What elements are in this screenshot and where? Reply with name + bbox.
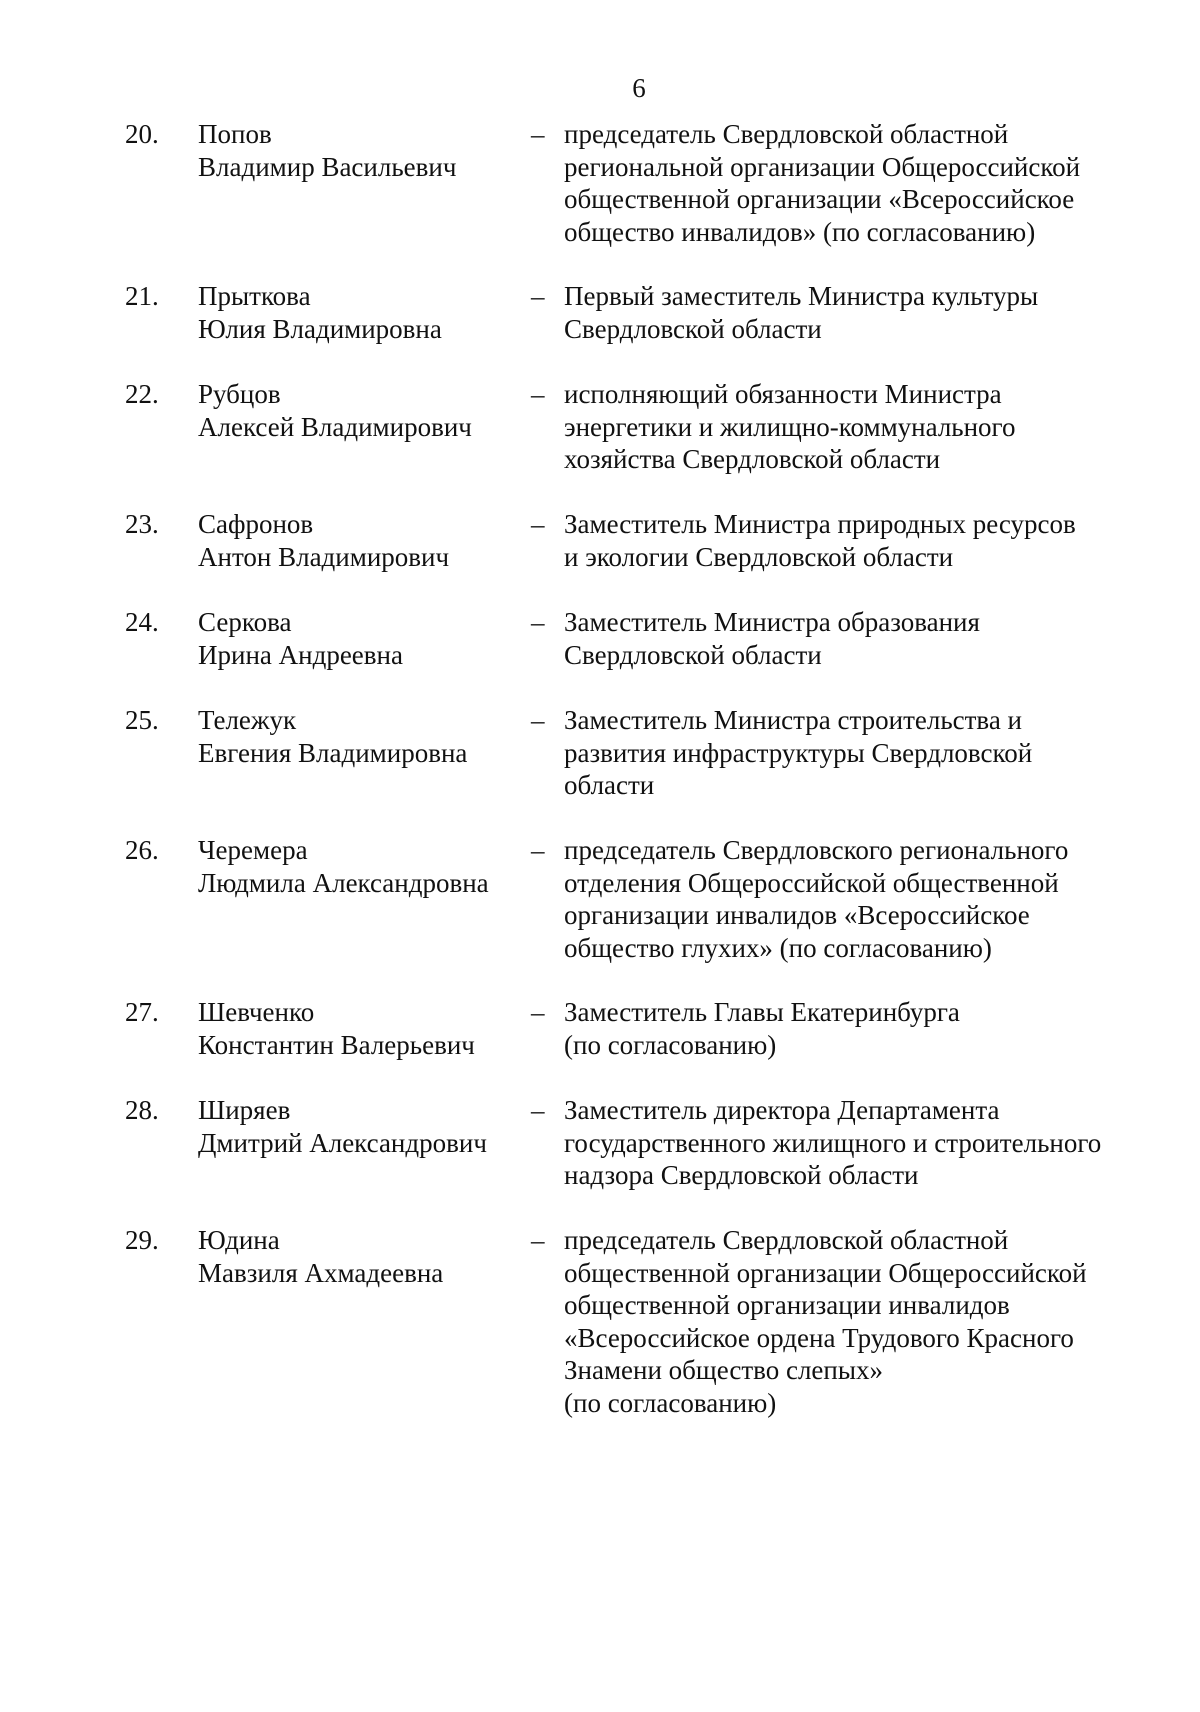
list-item [0, 834, 1200, 996]
surname: Тележук [198, 705, 297, 735]
entry-position: председатель Свердловской областной региональной организации Общероссийской общественной организации «Всероссийское общество инвалидов» (по согласованию) [564, 119, 1081, 247]
given-names: Алексей Владимирович [198, 411, 472, 442]
dash: – [531, 119, 545, 149]
member-list [0, 118, 1200, 1424]
surname: Черемера [198, 835, 308, 865]
entry-name [198, 1094, 487, 1159]
dash: – [531, 1095, 545, 1125]
entry-position: Заместитель Министра строительства и развития инфраструктуры Свердловской области [564, 705, 1033, 800]
list-item [0, 704, 1200, 834]
entry-number: 22. [125, 379, 159, 409]
entry-number: 26. [125, 835, 159, 865]
entry-name [198, 606, 403, 671]
entry-position: Заместитель Главы Екатеринбурга (по согласованию) [564, 997, 960, 1060]
entry-position: Заместитель директора Департамента государственного жилищного и строительного надзора Свердловской области [564, 1095, 1102, 1190]
list-item [0, 1224, 1200, 1424]
entry-name [198, 1224, 443, 1289]
dash: – [531, 835, 545, 865]
entry-name [198, 118, 456, 183]
entry-number: 21. [125, 281, 159, 311]
list-item [0, 508, 1200, 606]
given-names: Мавзиля Ахмадеевна [198, 1257, 444, 1288]
dash: – [531, 607, 545, 637]
entry-number: 23. [125, 509, 159, 539]
entry-position: Первый заместитель Министра культуры Свердловской области [564, 281, 1039, 344]
list-item [0, 606, 1200, 704]
entry-number: 29. [125, 1225, 159, 1255]
surname: Юдина [198, 1225, 280, 1255]
entry-position: председатель Свердловского регионального отделения Общероссийской общественной организации инвалидов «Всероссийское общество глухих» (по согласованию) [564, 835, 1069, 963]
given-names: Евгения Владимировна [198, 737, 468, 768]
dash: – [531, 281, 545, 311]
list-item [0, 996, 1200, 1094]
given-names: Дмитрий Александрович [198, 1127, 487, 1158]
entry-name [198, 834, 489, 899]
given-names: Владимир Васильевич [198, 151, 457, 182]
list-item [0, 118, 1200, 280]
given-names: Ирина Андреевна [198, 639, 403, 670]
entry-number: 25. [125, 705, 159, 735]
surname: Серкова [198, 607, 292, 637]
entry-number: 20. [125, 119, 159, 149]
given-names: Антон Владимирович [198, 541, 450, 572]
surname: Рубцов [198, 379, 281, 409]
entry-name [198, 508, 449, 573]
surname: Попов [198, 119, 272, 149]
given-names: Людмила Александровна [198, 867, 489, 898]
surname: Сафронов [198, 509, 314, 539]
dash: – [531, 997, 545, 1027]
list-item [0, 378, 1200, 508]
surname: Ширяев [198, 1095, 291, 1125]
entry-name [198, 704, 467, 769]
entry-name [198, 996, 475, 1061]
entry-number: 28. [125, 1095, 159, 1125]
dash: – [531, 1225, 545, 1255]
entry-name [198, 378, 472, 443]
surname: Шевченко [198, 997, 315, 1027]
dash: – [531, 509, 545, 539]
given-names: Константин Валерьевич [198, 1029, 475, 1060]
entry-name [198, 280, 442, 345]
dash: – [531, 705, 545, 735]
given-names: Юлия Владимировна [198, 313, 442, 344]
list-item [0, 1094, 1200, 1224]
entry-position: Заместитель Министра природных ресурсов и экологии Свердловской области [564, 509, 1076, 572]
entry-number: 27. [125, 997, 159, 1027]
entry-number: 24. [125, 607, 159, 637]
surname: Прыткова [198, 281, 311, 311]
entry-position: исполняющий обязанности Министра энергетики и жилищно-коммунального хозяйства Свердловской области [564, 379, 1016, 474]
dash: – [531, 379, 545, 409]
list-item [0, 280, 1200, 378]
page-number: 6 [632, 73, 646, 103]
entry-position: председатель Свердловской областной общественной организации Общероссийской общественной организации инвалидов «Всероссийское ордена Трудового Красного Знамени общество слепых» (по согласованию) [564, 1225, 1087, 1418]
entry-position: Заместитель Министра образования Свердловской области [564, 607, 980, 670]
